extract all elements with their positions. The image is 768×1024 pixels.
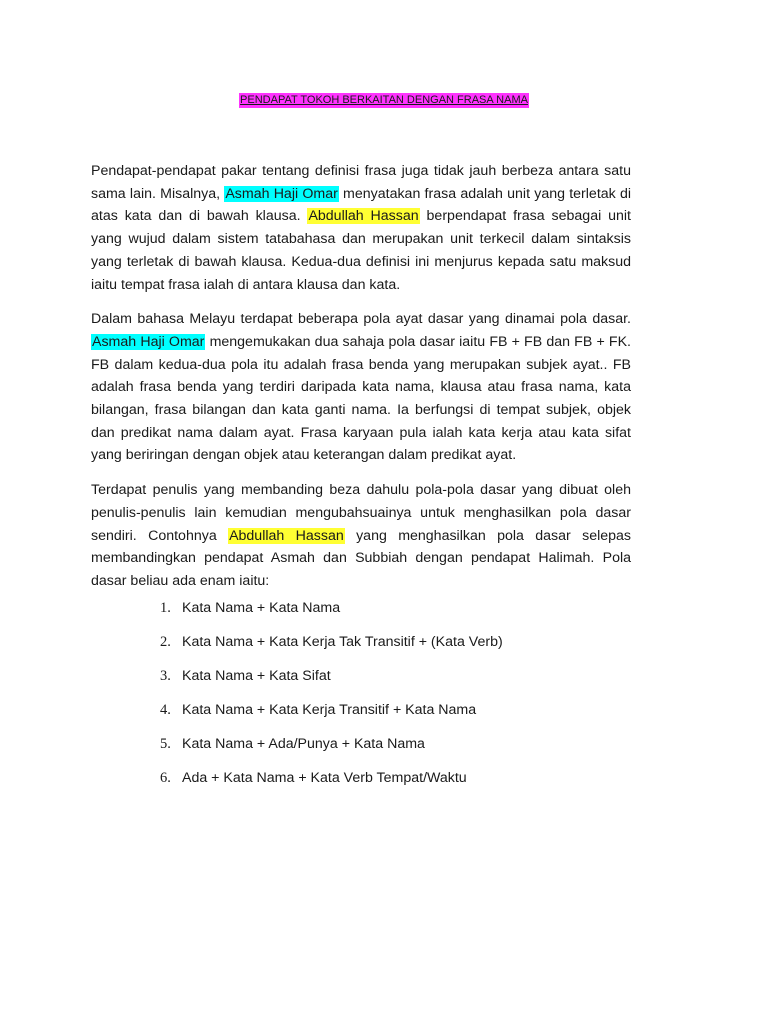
- paragraph-text: Terdapat penulis yang membanding beza dahulu pola-pola dasar yang dibuat oleh penulis-penulis lain kemudian mengubahsuainya untuk menghasilkan pola dasar sendiri. Contohnya: [91, 482, 631, 544]
- list-item-text: Kata Nama + Ada/Punya + Kata Nama: [182, 736, 425, 752]
- list-item-number: 5.: [160, 736, 171, 752]
- list-item: [160, 770, 503, 804]
- list-item-text: Ada + Kata Nama + Kata Verb Tempat/Waktu: [182, 770, 467, 786]
- list-item-number: 2.: [160, 634, 171, 650]
- list-item: [160, 634, 503, 668]
- list-item-text: Kata Nama + Kata Sifat: [182, 668, 331, 684]
- list-item-number: 1.: [160, 600, 171, 616]
- paragraph-text: Dalam bahasa Melayu terdapat beberapa pola ayat dasar yang dinamai pola dasar.: [91, 311, 631, 328]
- pola-dasar-list: [160, 600, 503, 804]
- list-item-number: 3.: [160, 668, 171, 684]
- list-item-text: Kata Nama + Kata Kerja Tak Transitif + (Kata Verb): [182, 634, 503, 650]
- paragraph-3: [91, 479, 631, 593]
- highlighted-name: Abdullah Hassan: [308, 208, 419, 225]
- highlighted-name: Asmah Haji Omar: [92, 333, 205, 350]
- paragraph-2: [91, 308, 631, 467]
- paragraph-text: Pendapat-pendapat pakar tentang definisi frasa juga tidak jauh berbeza antara satu sama lain. Misalnya,: [91, 163, 631, 202]
- highlighted-name: Asmah Haji Omar: [225, 185, 338, 202]
- paragraph-text: yang menghasilkan pola dasar selepas membandingkan pendapat Asmah dan Subbiah dengan pendapat Halimah. Pola dasar beliau ada enam iaitu:: [91, 527, 631, 589]
- list-item-text: Kata Nama + Kata Kerja Transitif + Kata Nama: [182, 702, 477, 718]
- list-item-number: 4.: [160, 702, 171, 718]
- paragraph-text: mengemukakan dua sahaja pola dasar iaitu FB + FB dan FB + FK. FB dalam kedua-dua pola itu adalah frasa benda yang merupakan subjek ayat.. FB adalah frasa benda yang terdiri daripada kata nama, klausa atau frasa nama, kata bilangan, frasa bilangan dan kata ganti nama. Ia berfungsi di tempat subjek, objek dan predikat nama dalam ayat. Frasa karyaan pula ialah kata kerja atau kata sifat yang beriringan dengan objek atau keterangan dalam predikat ayat.: [91, 333, 631, 464]
- list-item: [160, 736, 503, 770]
- document-body: [91, 160, 631, 605]
- list-item: [160, 600, 503, 634]
- list-item-number: 6.: [160, 770, 171, 786]
- title-wrapper: [0, 90, 768, 108]
- highlighted-name: Abdullah Hassan: [229, 527, 344, 544]
- paragraph-text: berpendapat frasa sebagai unit yang wujud dalam sistem tatabahasa dan merupakan unit terkecil dalam sintaksis yang terletak di bawah klausa. Kedua-dua definisi ini menjurus kepada satu maksud iaitu tempat frasa ialah di antara klausa dan kata.: [91, 208, 632, 293]
- list-item: [160, 668, 503, 702]
- paragraph-text: menyatakan frasa adalah unit yang terletak di atas kata dan di bawah klausa.: [91, 185, 632, 225]
- list-item: [160, 702, 503, 736]
- list-item-text: Kata Nama + Kata Nama: [182, 600, 341, 616]
- document-title: PENDAPAT TOKOH BERKAITAN DENGAN FRASA NAMA: [240, 94, 528, 106]
- paragraph-1: [91, 160, 631, 296]
